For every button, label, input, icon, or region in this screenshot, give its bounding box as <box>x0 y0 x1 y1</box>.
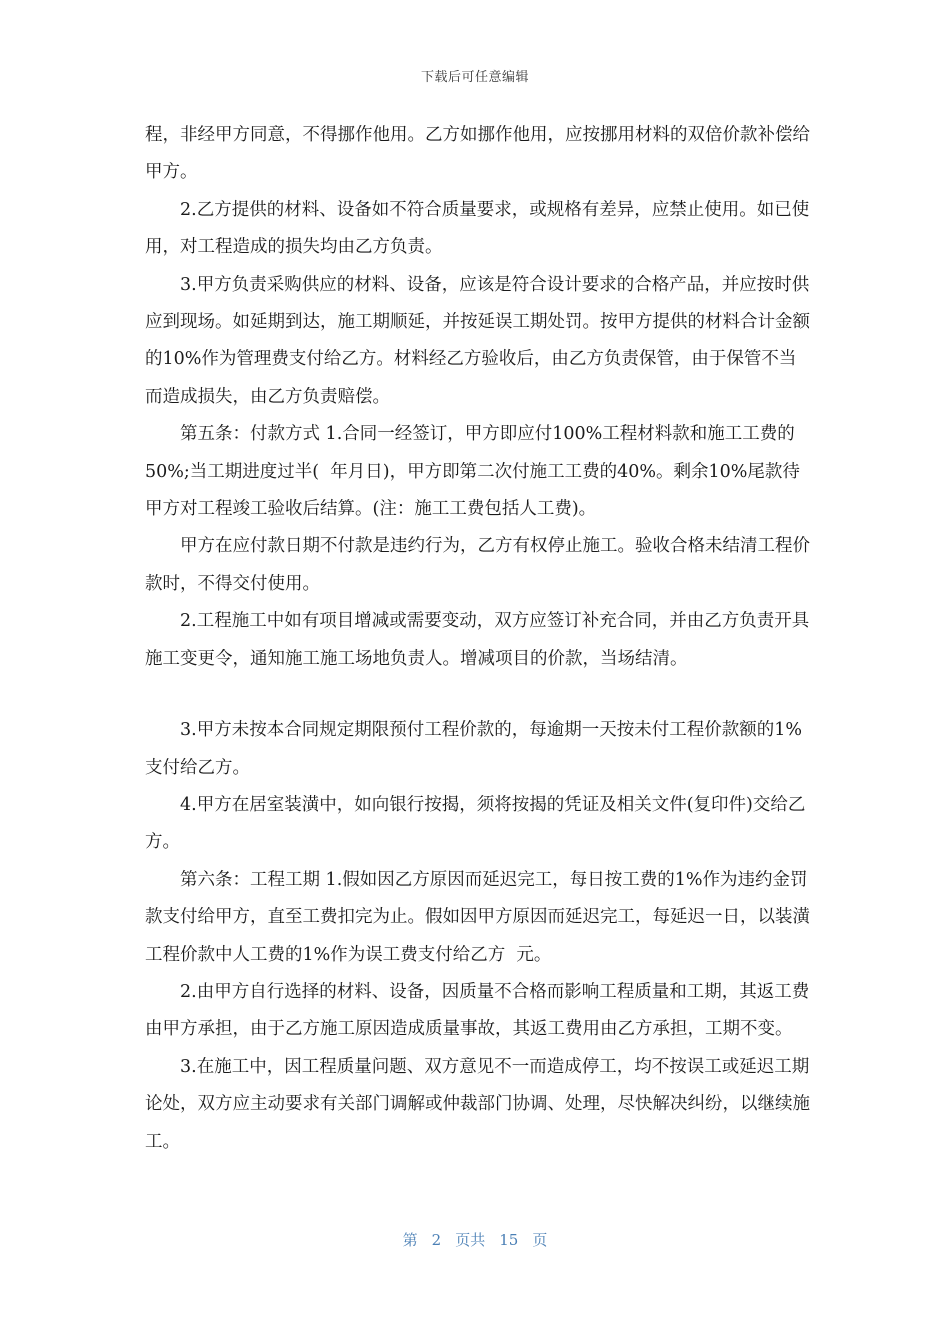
paragraph-material-misuse: 程，非经甲方同意，不得挪作他用。乙方如挪作他用，应按挪用材料的双倍价款补偿给甲方。 <box>145 125 810 183</box>
paragraph-material-quality: 2.乙方提供的材料、设备如不符合质量要求，或规格有差异，应禁止使用。如已使用，对工程造成的损失均由乙方负责。 <box>145 199 810 258</box>
footer-total-pages: 15 <box>499 1231 519 1249</box>
paragraph-gap <box>145 678 810 712</box>
paragraph-prepayment-overdue: 3.甲方未按本合同规定期限预付工程价款的，每逾期一天按未付工程价款额的1%支付给乙方。 <box>145 720 802 778</box>
page-header: 下载后可任意编辑 <box>420 70 529 85</box>
document-body <box>145 117 810 1161</box>
footer-label-ye-gong: 页共 <box>455 1231 486 1249</box>
page-footer <box>0 1229 950 1250</box>
paragraph-project-changes: 2.工程施工中如有项目增减或需要变动，双方应签订补充合同，并由乙方负责开具施工变更令，通知施工施工场地负责人。增减项目的价款，当场结清。 <box>145 611 810 669</box>
paragraph-bank-mortgage: 4.甲方在居室装潢中，如向银行按揭，须将按揭的凭证及相关文件(复印件)交给乙方。 <box>145 794 806 853</box>
paragraph-party-a-supply: 3.甲方负责采购供应的材料、设备，应该是符合设计要求的合格产品，并应按时供应到现场。如延期到达，施工期顺延，并按延误工期处罚。按甲方提供的材料合计金额的10%作为管理费支付给乙方。材料经乙方验收后，由乙方负责保管，由于保管不当而造成损失，由乙方负责赔偿。 <box>145 274 810 407</box>
footer-label-di: 第 <box>402 1231 418 1249</box>
paragraph-rework-cost: 2.由甲方自行选择的材料、设备，因质量不合格而影响工程质量和工期，其返工费由甲方承担，由于乙方施工原因造成质量事故，其返工费用由乙方承担，工期不变。 <box>145 981 810 1040</box>
paragraph-article-6-schedule: 第六条：工程工期 1.假如因乙方原因而延迟完工，每日按工费的1%作为违约金罚款支付给甲方，直至工费扣完为止。假如因甲方原因而延迟完工，每延迟一日，以装潢工程价款中人工费的1%作为误工费支付给乙方 元。 <box>145 869 810 965</box>
paragraph-late-payment: 甲方在应付款日期不付款是违约行为，乙方有权停止施工。验收合格未结清工程价款时，不得交付使用。 <box>145 536 810 594</box>
footer-label-ye: 页 <box>532 1231 548 1249</box>
paragraph-article-5-payment: 第五条：付款方式 1.合同一经签订，甲方即应付100%工程材料款和施工工费的50%;当工期进度过半( 年月日)，甲方即第二次付施工工费的40%。剩余10%尾款待甲方对工程竣工验收后结算。(注：施工工费包括人工费)。 <box>145 424 800 520</box>
footer-current-page: 2 <box>431 1231 442 1249</box>
paragraph-dispute-resolution: 3.在施工中，因工程质量问题、双方意见不一而造成停工，均不按误工或延迟工期论处，双方应主动要求有关部门调解或仲裁部门协调、处理，尽快解决纠纷，以继续施工。 <box>145 1056 810 1152</box>
